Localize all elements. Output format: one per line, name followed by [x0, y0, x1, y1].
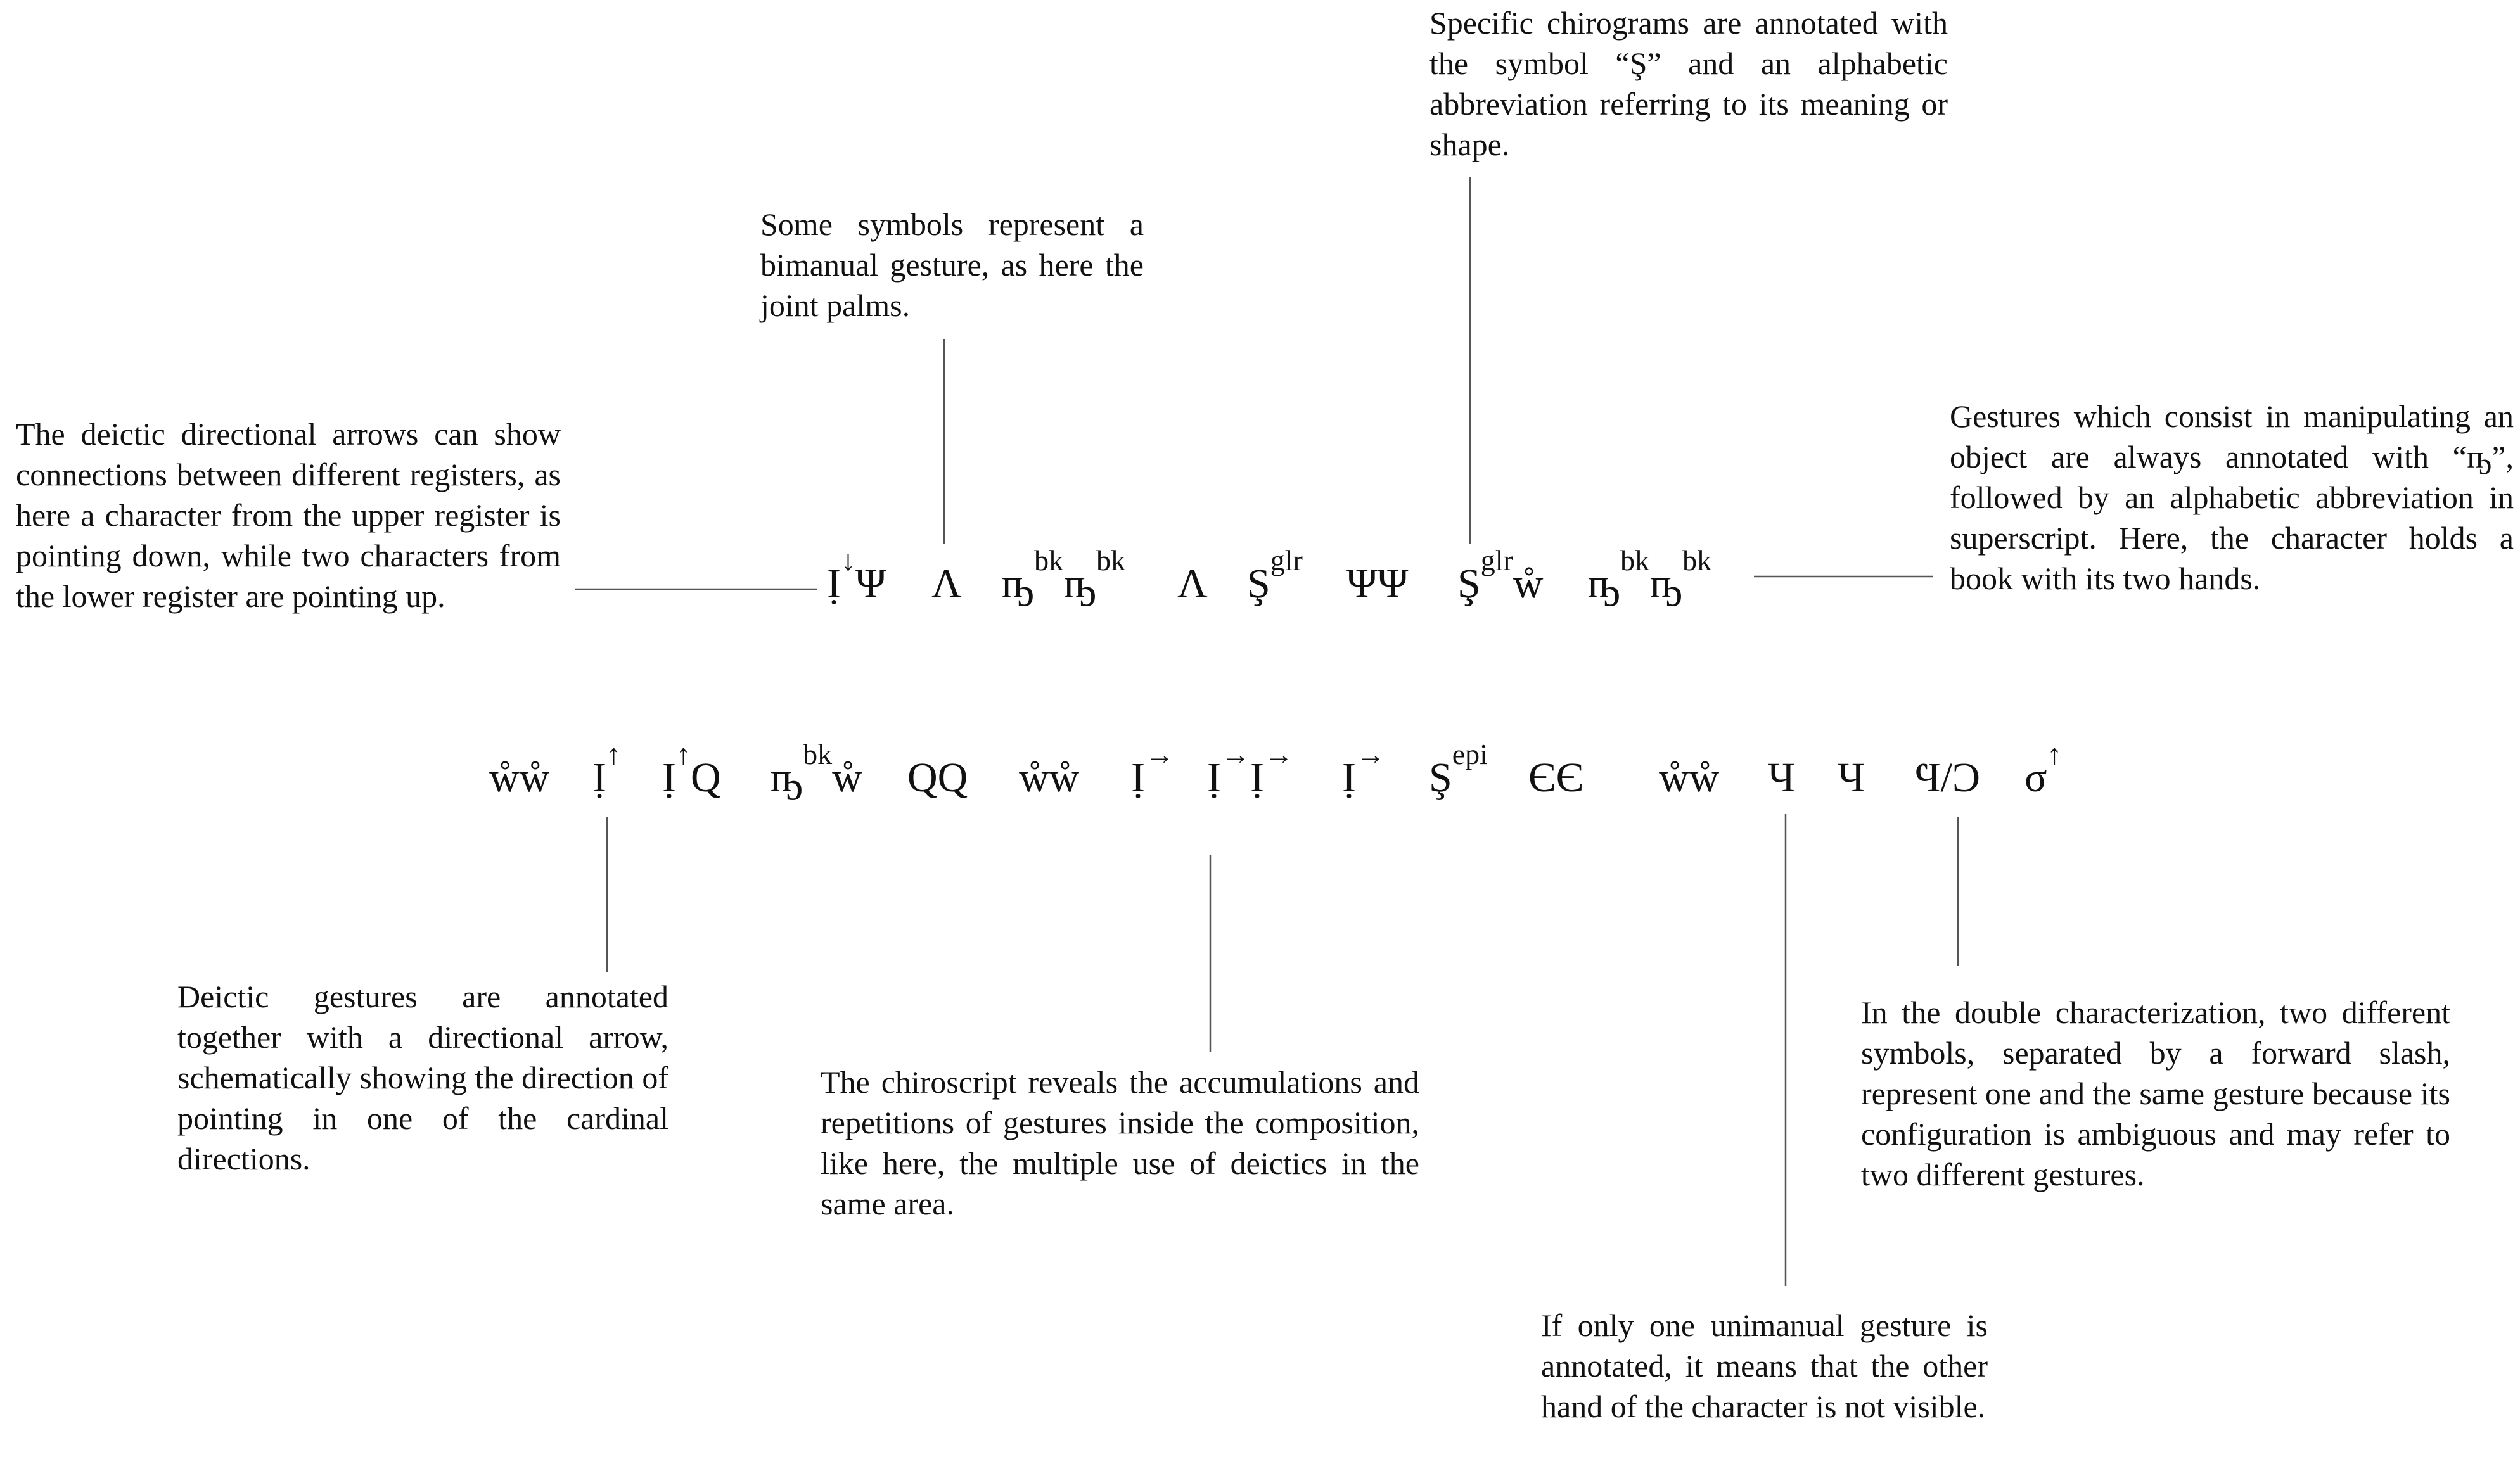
lower-glyph: ẘẘ: [1019, 755, 1080, 801]
upper-glyph: ΨΨ: [1346, 561, 1409, 607]
upper-glyph: Ị↓Ψ: [827, 544, 886, 607]
lower-glyph: Ị→Ị→: [1207, 738, 1293, 801]
lower-glyph: ẘẘ: [489, 755, 550, 801]
annotation-deictic-gestures: Deictic gestures are annotated together with a directional arrow, schematically showing the direction of pointing in one of the cardinal directions.: [177, 979, 668, 1176]
upper-glyph: $Ş^{glr}ẘ$: [1457, 544, 1544, 607]
lower-glyph: Ị→: [1342, 738, 1385, 801]
lower-glyph: ЄЄ: [1528, 755, 1584, 801]
annotation-chirograms: Specific chirograms are annotated with the symbol “Ş” and an alphabetic abbreviation referring to its meaning or shape.: [1429, 5, 1948, 162]
lower-glyph: $Ş^{epi}$: [1429, 738, 1488, 801]
annotation-deictic-arrows: The deictic directional arrows can show connections between different registers, as here a character from the upper register is pointing down, while two characters from the lower register are pointing up.: [16, 416, 561, 614]
upper-glyph: $Ş^{glr}$: [1247, 544, 1303, 607]
lower-glyph: Ч: [1768, 755, 1795, 801]
lower-glyph: Ị→: [1131, 738, 1174, 801]
lower-glyph: Ч: [1838, 755, 1865, 801]
lower-glyph: Ϥ/Ͻ: [1915, 755, 1980, 801]
lower-register: [0, 738, 2520, 810]
upper-glyph: $ҧ^{bk}ҧ^{bk}$: [1001, 544, 1126, 607]
lower-glyph: ẘẘ: [1659, 755, 1720, 801]
upper-glyph: $ҧ^{bk}ҧ^{bk}$: [1587, 544, 1712, 607]
lower-glyph: σ↑: [2024, 738, 2062, 801]
lower-glyph: $ҧ^{bk}ẘ$: [770, 738, 862, 801]
annotation-double-characterization: In the double characterization, two different symbols, separated by a forward slash, represent one and the same gesture because its configuration is ambiguous and may refer to two different gestures.: [1861, 995, 2450, 1192]
annotation-unimanual: If only one unimanual gesture is annotated, it means that the other hand of the character is not visible.: [1541, 1308, 1988, 1424]
annotation-chiroscript: The chiroscript reveals the accumulations and repetitions of gestures inside the composition, like here, the multiple use of deictics in the same area.: [821, 1064, 1419, 1221]
upper-glyph: Λ: [1177, 561, 1208, 607]
annotation-bimanual: Some symbols represent a bimanual gesture, as here the joint palms.: [760, 207, 1144, 323]
annotation-manipulating: Gestures which consist in manipulating an object are always annotated with “ҧ”, followed by an alphabetic abbreviation in superscript. Here, the character holds a book with its two hands.: [1950, 398, 2514, 596]
lower-glyph: Ị↑: [592, 738, 621, 801]
upper-register: [0, 544, 2520, 616]
lower-glyph: ԚԚ: [907, 755, 968, 801]
upper-glyph: Λ: [931, 561, 962, 607]
lower-glyph: Ị↑Ԛ: [662, 738, 721, 801]
